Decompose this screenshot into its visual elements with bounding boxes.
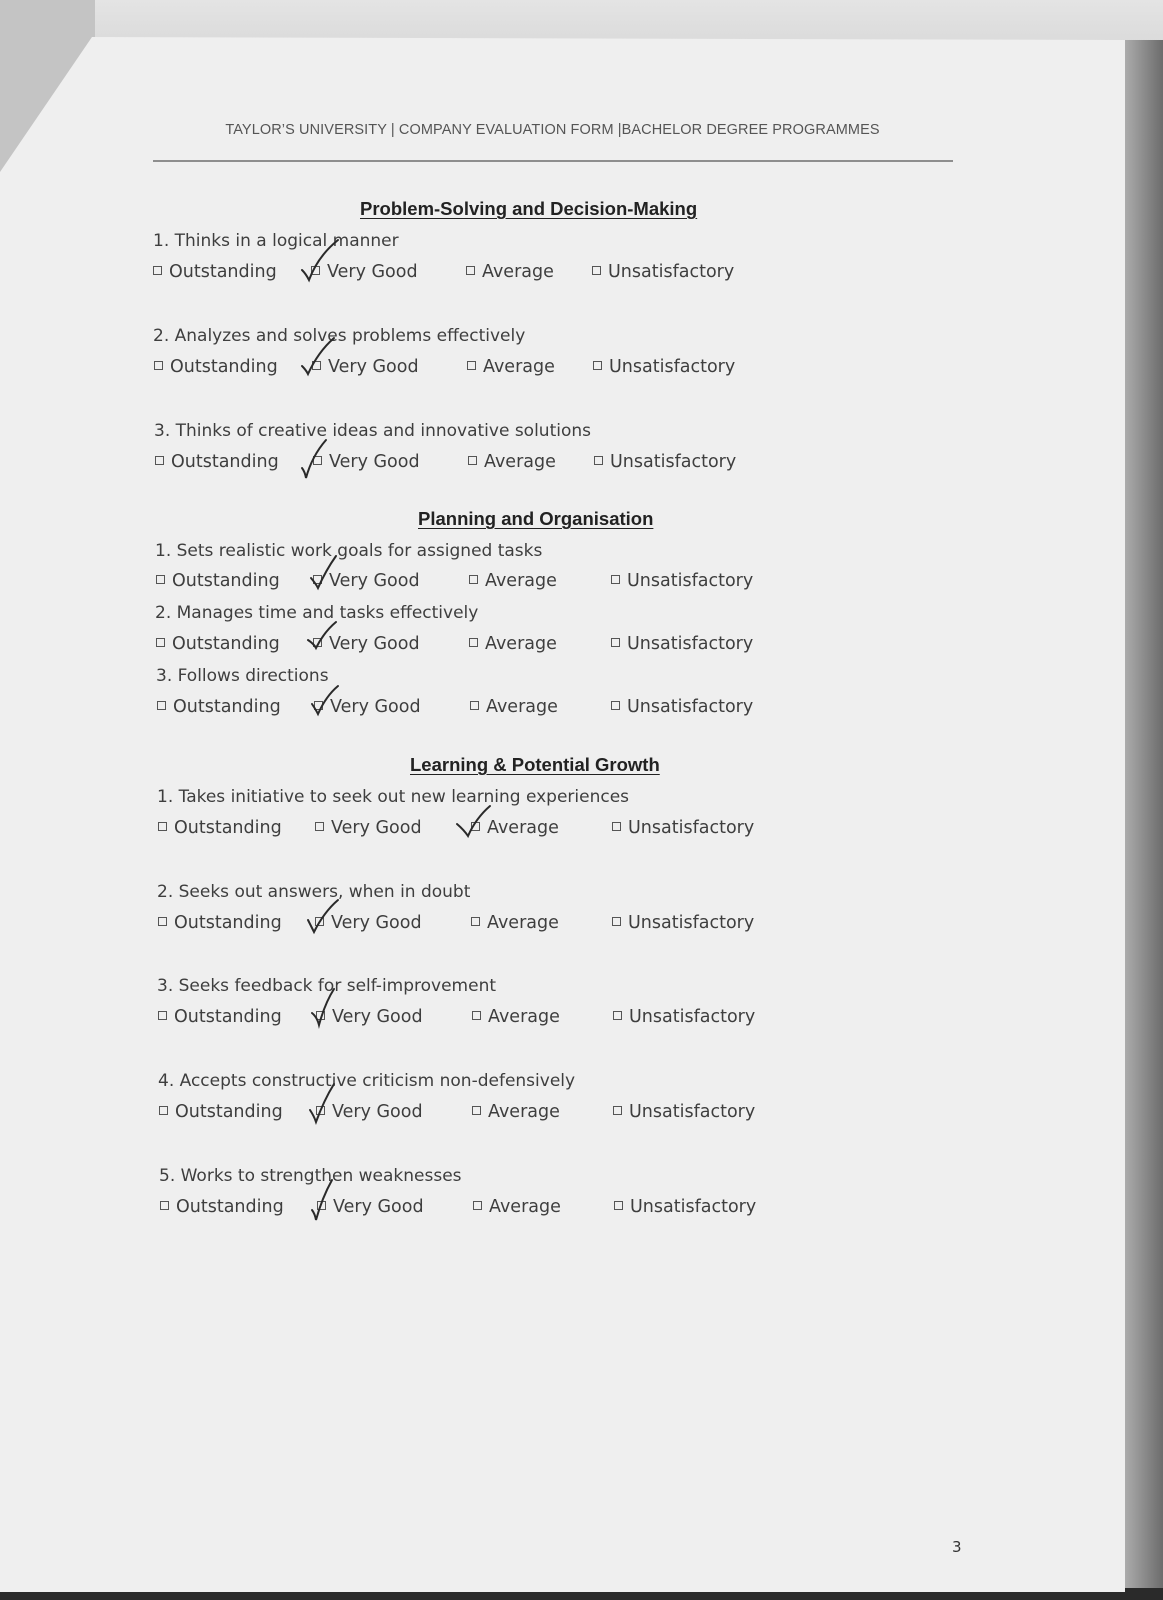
question-text: 2. Seeks out answers, when in doubt <box>157 882 471 902</box>
option-unsatisfactory[interactable]: Unsatisfactory <box>611 571 753 591</box>
option-average[interactable]: Average <box>472 1102 560 1122</box>
question-text: 1. Sets realistic work goals for assigned tasks <box>155 541 543 561</box>
option-outstanding[interactable]: Outstanding <box>158 818 282 838</box>
section-title-problem-solving: Problem-Solving and Decision-Making <box>360 198 698 219</box>
option-average[interactable]: Average <box>467 357 555 377</box>
page-number: 3 <box>952 1538 962 1556</box>
option-very-good[interactable]: Very Good <box>317 1197 424 1217</box>
option-outstanding[interactable]: Outstanding <box>158 913 282 933</box>
checkbox[interactable] <box>159 1106 168 1115</box>
question-text: 1. Thinks in a logical manner <box>153 231 399 251</box>
option-outstanding[interactable]: Outstanding <box>159 1102 283 1122</box>
checkmark-icon <box>300 238 336 278</box>
option-outstanding[interactable]: Outstanding <box>160 1197 284 1217</box>
checkbox[interactable] <box>466 266 475 275</box>
option-unsatisfactory[interactable]: Unsatisfactory <box>613 1007 755 1027</box>
form-header: TAYLOR’S UNIVERSITY | COMPANY EVALUATION FORM |BACHELOR DEGREE PROGRAMMES <box>225 122 880 138</box>
checkbox[interactable] <box>470 701 479 710</box>
option-very-good[interactable]: Very Good <box>313 634 420 654</box>
option-unsatisfactory[interactable]: Unsatisfactory <box>614 1197 756 1217</box>
checkbox[interactable] <box>473 1201 482 1210</box>
option-very-good[interactable]: Very Good <box>312 357 419 377</box>
checkbox[interactable] <box>469 638 478 647</box>
option-very-good[interactable]: Very Good <box>313 571 420 591</box>
option-unsatisfactory[interactable]: Unsatisfactory <box>613 1102 755 1122</box>
checkbox[interactable] <box>613 1011 622 1020</box>
option-very-good[interactable]: Very Good <box>313 452 420 472</box>
checkbox[interactable] <box>154 361 163 370</box>
checkbox[interactable] <box>594 456 603 465</box>
checkmark-icon <box>306 898 342 938</box>
section-title-learning: Learning & Potential Growth <box>410 754 660 775</box>
checkmark-icon <box>306 620 342 660</box>
option-outstanding[interactable]: Outstanding <box>154 357 278 377</box>
checkbox[interactable] <box>468 456 477 465</box>
option-average[interactable]: Average <box>473 1197 561 1217</box>
option-very-good[interactable]: Very Good <box>314 697 421 717</box>
option-outstanding[interactable]: Outstanding <box>156 634 280 654</box>
checkbox[interactable] <box>156 638 165 647</box>
question-text: 2. Manages time and tasks effectively <box>155 603 479 623</box>
checkbox[interactable] <box>155 456 164 465</box>
checkbox[interactable] <box>158 917 167 926</box>
option-outstanding[interactable]: Outstanding <box>153 262 277 282</box>
header-divider <box>153 160 953 162</box>
checkmark-icon <box>310 556 346 596</box>
checkbox[interactable] <box>156 575 165 584</box>
question-text: 5. Works to strengthen weaknesses <box>159 1166 462 1186</box>
option-very-good[interactable]: Very Good <box>316 1102 423 1122</box>
option-average[interactable]: Average <box>470 697 558 717</box>
checkmark-icon <box>310 987 346 1027</box>
checkbox[interactable] <box>315 822 324 831</box>
checkmark-icon <box>300 438 336 478</box>
checkmark-icon <box>308 1082 344 1122</box>
option-outstanding[interactable]: Outstanding <box>156 571 280 591</box>
checkbox[interactable] <box>158 822 167 831</box>
question-text: 1. Takes initiative to seek out new learning experiences <box>157 787 630 807</box>
checkbox[interactable] <box>153 266 162 275</box>
option-average[interactable]: Average <box>469 571 557 591</box>
option-average[interactable]: Average <box>472 1007 560 1027</box>
option-very-good[interactable]: Very Good <box>315 818 422 838</box>
section-title-planning: Planning and Organisation <box>418 508 654 529</box>
question-text: 3. Thinks of creative ideas and innovative solutions <box>154 421 592 441</box>
question-text: 3. Follows directions <box>156 666 329 686</box>
question-text: 2. Analyzes and solves problems effectively <box>153 326 526 346</box>
option-unsatisfactory[interactable]: Unsatisfactory <box>611 634 753 654</box>
option-very-good[interactable]: Very Good <box>315 913 422 933</box>
checkbox[interactable] <box>611 701 620 710</box>
checkbox[interactable] <box>469 575 478 584</box>
checkbox[interactable] <box>592 266 601 275</box>
checkbox[interactable] <box>611 638 620 647</box>
option-outstanding[interactable]: Outstanding <box>157 697 281 717</box>
checkbox[interactable] <box>612 917 621 926</box>
option-unsatisfactory[interactable]: Unsatisfactory <box>593 357 735 377</box>
checkbox[interactable] <box>157 701 166 710</box>
question-text: 3. Seeks feedback for self-improvement <box>157 976 497 996</box>
option-unsatisfactory[interactable]: Unsatisfactory <box>611 697 753 717</box>
checkbox[interactable] <box>471 917 480 926</box>
checkbox[interactable] <box>613 1106 622 1115</box>
option-outstanding[interactable]: Outstanding <box>155 452 279 472</box>
option-unsatisfactory[interactable]: Unsatisfactory <box>612 913 754 933</box>
checkbox[interactable] <box>612 822 621 831</box>
checkmark-icon <box>310 1178 346 1218</box>
checkmark-icon <box>300 336 336 376</box>
checkbox[interactable] <box>472 1011 481 1020</box>
option-average[interactable]: Average <box>471 818 559 838</box>
checkbox[interactable] <box>593 361 602 370</box>
option-unsatisfactory[interactable]: Unsatisfactory <box>592 262 734 282</box>
question-text: 4. Accepts constructive criticism non-defensively <box>158 1071 576 1091</box>
option-average[interactable]: Average <box>469 634 557 654</box>
checkmark-icon <box>310 684 346 724</box>
option-very-good[interactable]: Very Good <box>311 262 418 282</box>
option-outstanding[interactable]: Outstanding <box>158 1007 282 1027</box>
checkbox[interactable] <box>614 1201 623 1210</box>
option-unsatisfactory[interactable]: Unsatisfactory <box>612 818 754 838</box>
checkbox[interactable] <box>467 361 476 370</box>
option-average[interactable]: Average <box>468 452 556 472</box>
checkbox[interactable] <box>472 1106 481 1115</box>
option-very-good[interactable]: Very Good <box>316 1007 423 1027</box>
option-average[interactable]: Average <box>471 913 559 933</box>
checkbox[interactable] <box>158 1011 167 1020</box>
checkbox[interactable] <box>160 1201 169 1210</box>
checkbox[interactable] <box>611 575 620 584</box>
option-unsatisfactory[interactable]: Unsatisfactory <box>594 452 736 472</box>
checkmark-icon <box>456 804 492 844</box>
option-average[interactable]: Average <box>466 262 554 282</box>
